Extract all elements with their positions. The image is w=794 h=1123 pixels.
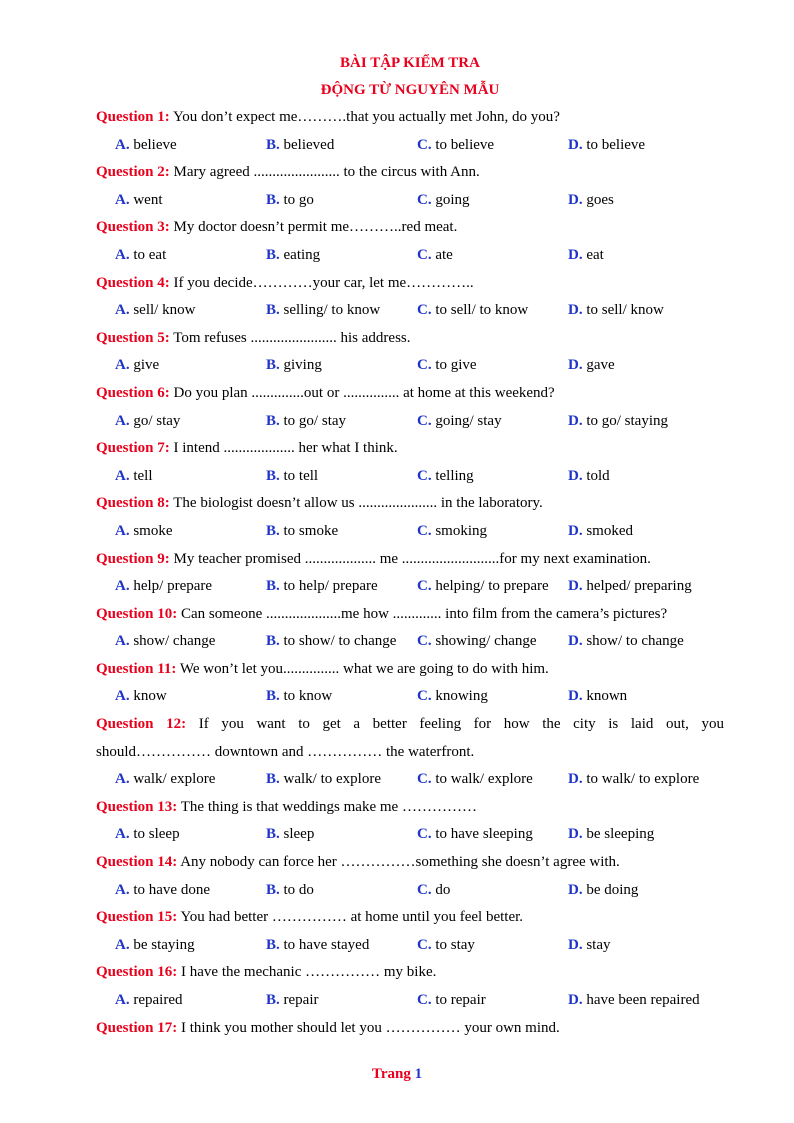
option-letter: D. xyxy=(568,302,583,319)
question-number: Question 16: xyxy=(96,964,178,981)
question-stem xyxy=(96,159,724,187)
option-text: be doing xyxy=(582,881,639,898)
answer-option xyxy=(115,408,266,436)
answer-option xyxy=(568,877,638,905)
answer-options xyxy=(96,573,724,601)
answer-option xyxy=(266,628,417,656)
answer-options xyxy=(96,352,724,380)
answer-option xyxy=(115,463,266,491)
question-number: Question 13: xyxy=(96,798,178,815)
option-letter: D. xyxy=(568,467,583,484)
answer-options xyxy=(96,518,724,546)
option-text: told xyxy=(582,467,610,484)
option-letter: A. xyxy=(115,578,130,595)
question-number: Question 5: xyxy=(96,329,170,346)
answer-option xyxy=(417,187,568,215)
question-text: You don’t expect me……….that you actually met John, do you? xyxy=(169,109,560,125)
answer-options xyxy=(96,297,724,325)
option-letter: B. xyxy=(266,302,280,319)
answer-option xyxy=(115,821,266,849)
option-text: be staying xyxy=(129,936,195,953)
answer-option xyxy=(266,766,417,794)
question-stem xyxy=(96,490,724,518)
option-text: showing/ change xyxy=(431,633,537,650)
question-stem xyxy=(96,546,724,574)
option-text: repair xyxy=(279,992,319,1008)
question-number: Question 12: xyxy=(96,716,187,733)
option-letter: C. xyxy=(417,357,432,374)
answer-option xyxy=(568,463,610,491)
question-stem xyxy=(96,325,724,353)
option-letter: B. xyxy=(266,578,280,595)
answer-option xyxy=(568,242,604,270)
document-title: BÀI TẬP KIỂM TRA xyxy=(340,55,480,71)
answer-option xyxy=(115,932,266,960)
option-text: to have sleeping xyxy=(431,826,533,843)
question-text: I think you mother should let you …………… your own mind. xyxy=(177,1019,560,1036)
option-letter: B. xyxy=(266,936,280,953)
option-text: to eat xyxy=(129,246,167,263)
answer-option xyxy=(417,628,568,656)
option-text: repaired xyxy=(129,992,183,1008)
answer-option xyxy=(266,683,417,711)
option-letter: D. xyxy=(568,136,583,153)
question-stem xyxy=(96,214,724,242)
option-text: to go xyxy=(279,191,314,208)
answer-option xyxy=(568,573,692,601)
answer-option xyxy=(417,408,568,436)
answer-option xyxy=(115,766,266,794)
option-text: to have done xyxy=(129,881,210,898)
option-letter: C. xyxy=(417,136,432,153)
option-letter: C. xyxy=(417,688,432,705)
answer-option xyxy=(115,518,266,546)
answer-option xyxy=(115,352,266,380)
answer-option xyxy=(266,352,417,380)
option-letter: C. xyxy=(417,578,432,595)
option-text: sell/ know xyxy=(129,302,196,319)
answer-option xyxy=(417,683,568,711)
option-letter: D. xyxy=(568,246,583,263)
option-letter: C. xyxy=(417,246,432,263)
question-number: Question 10: xyxy=(96,605,178,622)
option-text: going/ stay xyxy=(431,412,502,429)
answer-option xyxy=(266,297,417,325)
option-text: helped/ preparing xyxy=(582,578,692,595)
answer-options xyxy=(96,132,724,160)
option-text: to do xyxy=(279,881,314,898)
option-letter: D. xyxy=(568,688,583,705)
option-text: be sleeping xyxy=(582,826,655,843)
option-text: to show/ to change xyxy=(279,633,397,650)
answer-option xyxy=(568,297,664,325)
option-text: go/ stay xyxy=(129,412,181,429)
option-letter: A. xyxy=(115,826,130,843)
question-list xyxy=(96,104,724,1042)
option-letter: D. xyxy=(568,826,583,843)
question-stem xyxy=(96,656,724,684)
option-letter: B. xyxy=(266,992,280,1008)
answer-option xyxy=(568,683,627,711)
option-letter: A. xyxy=(115,881,130,898)
option-text: walk/ explore xyxy=(129,771,216,788)
option-text: smoke xyxy=(129,522,173,539)
answer-option xyxy=(266,242,417,270)
question-text: My teacher promised ................... me ..........................for my next examination. xyxy=(169,550,651,567)
option-letter: C. xyxy=(417,467,432,484)
option-text: stay xyxy=(582,936,611,953)
question-number: Question 3: xyxy=(96,219,170,236)
answer-option xyxy=(266,132,417,160)
option-letter: D. xyxy=(568,522,583,539)
option-letter: B. xyxy=(266,246,280,263)
answer-option xyxy=(266,408,417,436)
answer-option xyxy=(266,573,417,601)
option-text: eat xyxy=(582,246,604,263)
option-text: selling/ to know xyxy=(279,302,381,319)
answer-option xyxy=(568,518,633,546)
option-text: knowing xyxy=(431,688,488,705)
answer-option xyxy=(568,352,615,380)
question-number: Question 6: xyxy=(96,384,170,401)
option-letter: D. xyxy=(568,881,583,898)
option-letter: A. xyxy=(115,771,130,788)
option-letter: C. xyxy=(417,412,432,429)
question-text: Mary agreed ....................... to the circus with Ann. xyxy=(169,164,480,181)
option-text: smoked xyxy=(582,522,634,539)
question-stem xyxy=(96,601,724,629)
option-text: walk/ to explore xyxy=(279,771,381,788)
option-letter: D. xyxy=(568,936,583,953)
question-stem xyxy=(96,435,724,463)
option-text: gave xyxy=(582,357,615,374)
question-stem xyxy=(96,904,724,932)
option-text: smoking xyxy=(431,522,488,539)
option-letter: B. xyxy=(266,688,280,705)
answer-option xyxy=(568,821,654,849)
option-text: helping/ to prepare xyxy=(431,578,549,595)
answer-option xyxy=(568,408,668,436)
option-letter: B. xyxy=(266,881,280,898)
option-text: to sell/ know xyxy=(582,302,664,319)
question-stem xyxy=(96,1015,724,1043)
answer-option xyxy=(115,683,266,711)
question-text: The biologist doesn’t allow us ..................... in the laboratory. xyxy=(169,495,543,512)
answer-option xyxy=(568,187,614,215)
question-number: Question 17: xyxy=(96,1019,178,1036)
answer-option xyxy=(417,877,568,905)
answer-option xyxy=(568,932,611,960)
answer-options xyxy=(96,877,724,905)
option-letter: D. xyxy=(568,412,583,429)
question-text: I have the mechanic …………… my bike. xyxy=(177,964,437,981)
option-text: went xyxy=(129,191,163,208)
option-text: to give xyxy=(431,357,477,374)
answer-option xyxy=(115,987,266,1015)
answer-options xyxy=(96,408,724,436)
option-letter: B. xyxy=(266,357,280,374)
answer-options xyxy=(96,628,724,656)
option-letter: C. xyxy=(417,936,432,953)
option-letter: A. xyxy=(115,688,130,705)
option-letter: D. xyxy=(568,633,583,650)
option-text: show/ to change xyxy=(582,633,684,650)
answer-option xyxy=(266,821,417,849)
option-letter: A. xyxy=(115,302,130,319)
question-text: Can someone ....................me how ............. into film from the camera’s pictures? xyxy=(177,605,668,622)
question-text-continued: should…………… downtown and …………… the waterfront. xyxy=(96,743,475,760)
option-text: ate xyxy=(431,246,453,263)
option-letter: A. xyxy=(115,992,130,1008)
answer-option xyxy=(568,766,699,794)
answer-option xyxy=(115,628,266,656)
question-stem xyxy=(96,849,724,877)
answer-options xyxy=(96,766,724,794)
option-letter: B. xyxy=(266,412,280,429)
question-number: Question 8: xyxy=(96,495,170,512)
footer-page-number: 1 xyxy=(414,1066,423,1082)
question-text: I intend ................... her what I think. xyxy=(169,440,398,457)
option-text: to sleep xyxy=(129,826,180,843)
question-number: Question 15: xyxy=(96,909,178,926)
option-text: giving xyxy=(279,357,322,374)
option-letter: D. xyxy=(568,357,583,374)
question-stem xyxy=(96,270,724,298)
option-text: going xyxy=(431,191,470,208)
option-text: know xyxy=(129,688,167,705)
answer-option xyxy=(115,297,266,325)
option-text: telling xyxy=(431,467,474,484)
option-text: eating xyxy=(279,246,321,263)
answer-option xyxy=(417,297,568,325)
answer-options xyxy=(96,821,724,849)
answer-option xyxy=(266,463,417,491)
answer-option xyxy=(266,518,417,546)
option-letter: C. xyxy=(417,191,432,208)
option-letter: A. xyxy=(115,191,130,208)
question-number: Question 2: xyxy=(96,164,170,181)
option-text: do xyxy=(431,881,451,898)
answer-option xyxy=(417,518,568,546)
option-text: to smoke xyxy=(279,522,339,539)
answer-option xyxy=(115,187,266,215)
answer-option xyxy=(266,987,417,1015)
question-number: Question 14: xyxy=(96,854,178,871)
option-text: to go/ staying xyxy=(582,412,669,429)
answer-option xyxy=(115,877,266,905)
option-letter: B. xyxy=(266,136,280,153)
page-footer xyxy=(0,1066,794,1083)
option-text: to stay xyxy=(431,936,475,953)
question-stem xyxy=(96,380,724,408)
answer-option xyxy=(115,132,266,160)
question-text: The thing is that weddings make me …………… xyxy=(177,798,477,815)
answer-option xyxy=(115,242,266,270)
option-letter: A. xyxy=(115,136,130,153)
option-text: to believe xyxy=(582,136,646,153)
option-letter: C. xyxy=(417,881,432,898)
option-text: believed xyxy=(279,136,335,153)
question-stem xyxy=(96,959,724,987)
option-letter: C. xyxy=(417,522,432,539)
option-text: to help/ prepare xyxy=(279,578,378,595)
option-text: to walk/ to explore xyxy=(582,771,700,788)
option-text: to go/ stay xyxy=(279,412,347,429)
question-stem xyxy=(96,794,724,822)
option-letter: D. xyxy=(568,992,583,1008)
option-letter: A. xyxy=(115,522,130,539)
question-number: Question 11: xyxy=(96,660,177,677)
question-text: Tom refuses ....................... his address. xyxy=(169,329,411,346)
option-text: help/ prepare xyxy=(129,578,213,595)
answer-option xyxy=(568,628,684,656)
answer-option xyxy=(417,132,568,160)
answer-option xyxy=(266,877,417,905)
option-text: to sell/ to know xyxy=(431,302,529,319)
question-number: Question 1: xyxy=(96,109,170,125)
option-letter: C. xyxy=(417,771,432,788)
option-text: to walk/ explore xyxy=(431,771,533,788)
question-stem xyxy=(96,104,724,132)
answer-option xyxy=(417,463,568,491)
option-letter: B. xyxy=(266,522,280,539)
question-text: My doctor doesn’t permit me………..red meat. xyxy=(169,219,458,236)
answer-options xyxy=(96,987,724,1015)
option-letter: C. xyxy=(417,992,432,1008)
option-text: show/ change xyxy=(129,633,216,650)
question-text: Any nobody can force her ……………something she doesn’t agree with. xyxy=(177,854,620,871)
answer-option xyxy=(568,132,645,160)
answer-option xyxy=(417,242,568,270)
option-text: to believe xyxy=(431,136,495,153)
option-letter: B. xyxy=(266,633,280,650)
answer-option xyxy=(115,573,266,601)
document-subtitle: ĐỘNG TỪ NGUYÊN MẪU xyxy=(320,82,500,98)
option-text: to repair xyxy=(431,992,486,1008)
option-letter: C. xyxy=(417,826,432,843)
answer-option xyxy=(417,987,568,1015)
answer-option xyxy=(417,821,568,849)
option-text: to know xyxy=(279,688,333,705)
option-text: to have stayed xyxy=(279,936,370,953)
option-text: believe xyxy=(129,136,177,153)
option-letter: D. xyxy=(568,771,583,788)
option-text: sleep xyxy=(279,826,315,843)
option-letter: A. xyxy=(115,936,130,953)
answer-options xyxy=(96,683,724,711)
option-letter: D. xyxy=(568,191,583,208)
option-text: known xyxy=(582,688,628,705)
answer-options xyxy=(96,242,724,270)
option-letter: B. xyxy=(266,191,280,208)
answer-option xyxy=(417,766,568,794)
question-text: If you want to get a better feeling for how the city is laid out, you xyxy=(186,716,724,733)
option-text: to tell xyxy=(279,467,319,484)
question-text: We won’t let you............... what we are going to do with him. xyxy=(176,660,549,677)
option-text: tell xyxy=(129,467,153,484)
answer-options xyxy=(96,187,724,215)
answer-option xyxy=(417,352,568,380)
option-letter: A. xyxy=(115,633,130,650)
option-letter: B. xyxy=(266,771,280,788)
answer-options xyxy=(96,932,724,960)
footer-page-word: Trang xyxy=(371,1066,411,1082)
answer-options xyxy=(96,463,724,491)
answer-option xyxy=(266,187,417,215)
option-text: give xyxy=(129,357,160,374)
option-letter: B. xyxy=(266,826,280,843)
question-number: Question 4: xyxy=(96,274,170,291)
question-number: Question 7: xyxy=(96,440,170,457)
question-text: You had better …………… at home until you feel better. xyxy=(177,909,524,926)
option-text: goes xyxy=(582,191,614,208)
option-letter: C. xyxy=(417,633,432,650)
option-text: have been repaired xyxy=(582,992,700,1008)
question-number: Question 9: xyxy=(96,550,170,567)
option-letter: B. xyxy=(266,467,280,484)
option-letter: A. xyxy=(115,246,130,263)
answer-option xyxy=(568,987,700,1015)
question-text: If you decide…………your car, let me………….. xyxy=(169,274,474,291)
option-letter: A. xyxy=(115,357,130,374)
option-letter: A. xyxy=(115,412,130,429)
answer-option xyxy=(266,932,417,960)
option-letter: A. xyxy=(115,467,130,484)
option-letter: C. xyxy=(417,302,432,319)
answer-option xyxy=(417,932,568,960)
answer-option xyxy=(417,573,568,601)
question-text: Do you plan ..............out or ............... at home at this weekend? xyxy=(169,384,555,401)
question-stem xyxy=(96,711,724,739)
option-letter: D. xyxy=(568,578,583,595)
